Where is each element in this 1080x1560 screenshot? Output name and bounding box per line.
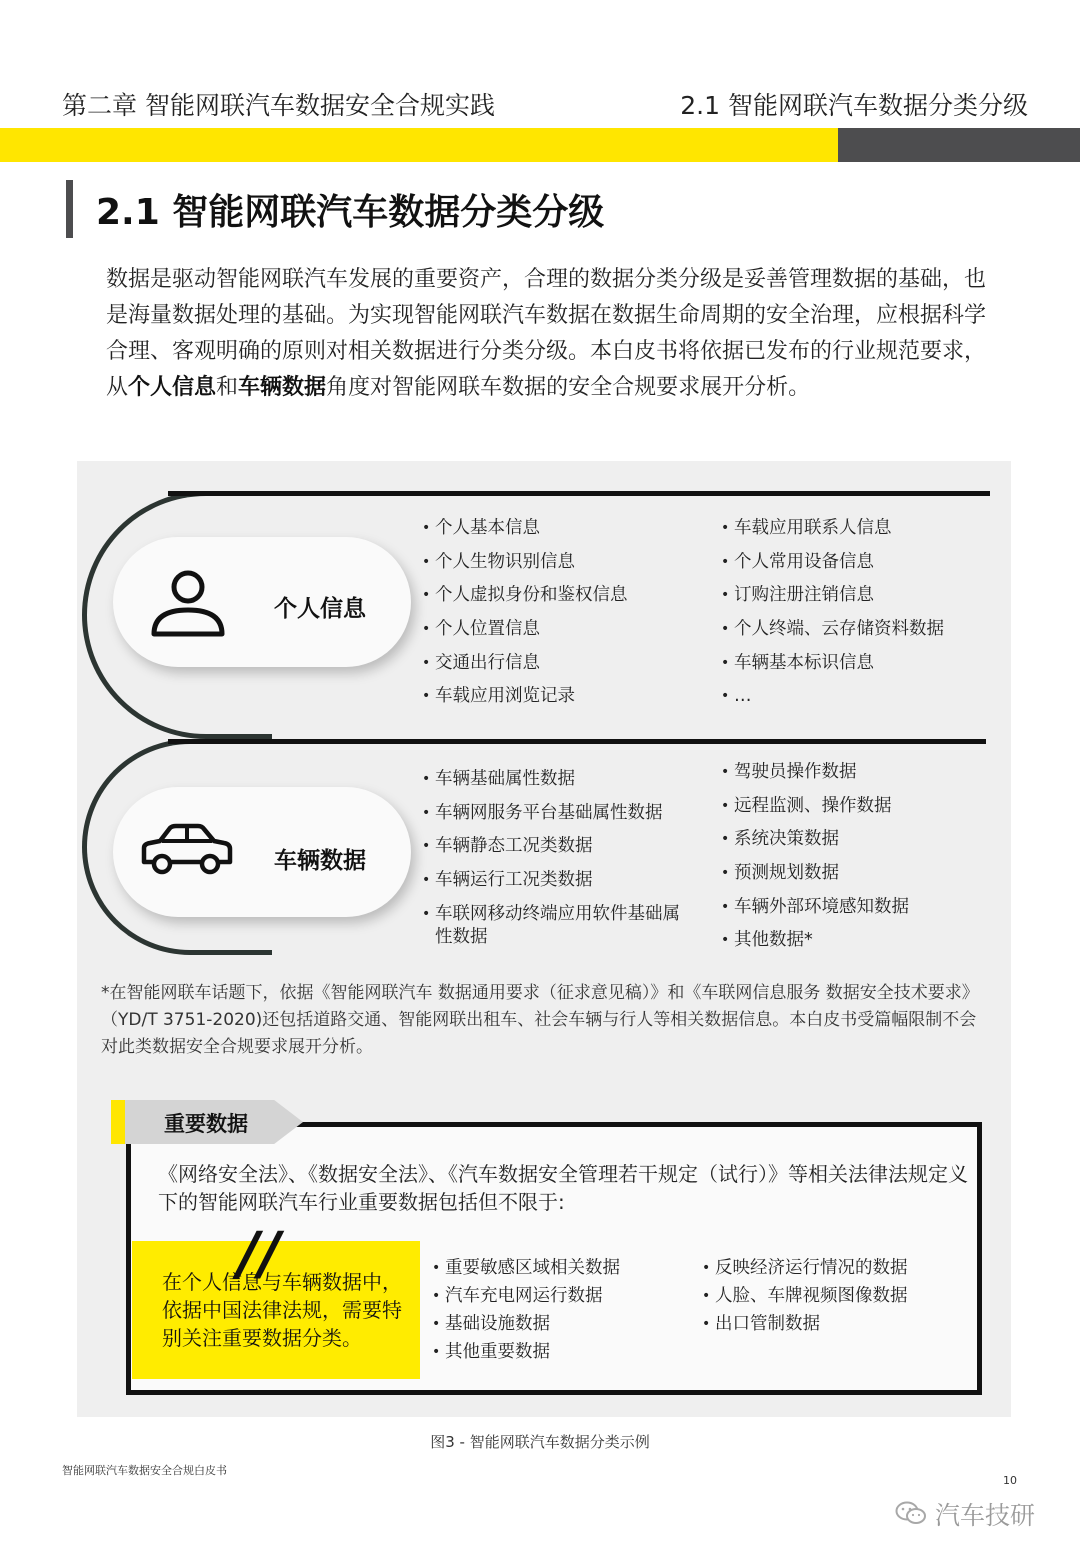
list-item: • 交通出行信息 [422, 647, 702, 681]
list-item: • 个人基本信息 [422, 512, 702, 546]
list-item: • 个人常用设备信息 [721, 546, 991, 580]
personal-list-2 [721, 512, 991, 714]
intro-bold-personal: 个人信息 [128, 375, 217, 400]
vehicle-list-1 [422, 763, 697, 949]
highlight-text: 在个人信息与车辆数据中，依据中国法律法规，需要特别关注重要数据分类。 [162, 1270, 402, 1350]
footer-title: 智能网联汽车数据安全合规白皮书 [62, 1464, 227, 1477]
important-list-1 [432, 1254, 692, 1366]
personal-list-1 [422, 512, 702, 714]
list-item: • 个人终端、云存储资料数据 [721, 613, 991, 647]
header-bar-yellow [0, 128, 838, 162]
person-icon [148, 568, 228, 640]
car-icon [138, 822, 234, 876]
list-item: • 个人生物识别信息 [422, 546, 702, 580]
list-item: • 人脸、车牌视频图像数据 [702, 1282, 962, 1310]
list-item: • 其他重要数据 [432, 1338, 692, 1366]
intro-bold-vehicle: 车辆数据 [238, 375, 327, 400]
list-item: • 车辆静态工况类数据 [422, 830, 697, 864]
list-item: • 预测规划数据 [721, 857, 991, 891]
section-header: 2.1 智能网联汽车数据分类分级 [680, 91, 1028, 120]
important-data-text: 《网络安全法》、《数据安全法》、《汽车数据安全管理若干规定（试行）》等相关法律法规定义下的智能网联汽车行业重要数据包括但不限于: [158, 1162, 968, 1214]
list-item: • 车辆基础属性数据 [422, 763, 697, 797]
list-item: • … [721, 680, 991, 714]
important-list-2 [702, 1254, 962, 1338]
list-item: • 出口管制数据 [702, 1310, 962, 1338]
important-data-tab-label: 重要数据 [164, 1112, 248, 1136]
section-marker [66, 180, 73, 238]
list-item: • 系统决策数据 [721, 823, 991, 857]
vehicle-label: 车辆数据 [274, 848, 366, 874]
page-number: 10 [1003, 1474, 1017, 1487]
watermark-text: 汽车技研 [935, 1501, 1036, 1530]
wechat-icon [895, 1500, 927, 1526]
list-item: • 远程监测、操作数据 [721, 790, 991, 824]
list-item: • 车辆外部环境感知数据 [721, 891, 991, 925]
list-item: • 重要敏感区域相关数据 [432, 1254, 692, 1282]
intro-text-and: 和 [216, 375, 239, 400]
list-item: • 车辆网服务平台基础属性数据 [422, 797, 697, 831]
intro-paragraph [106, 262, 986, 406]
list-item: • 驾驶员操作数据 [721, 756, 991, 790]
personal-label: 个人信息 [274, 596, 366, 622]
list-item: • 汽车充电网运行数据 [432, 1282, 692, 1310]
list-item: • 车载应用联系人信息 [721, 512, 991, 546]
vehicle-list-2 [721, 756, 991, 958]
list-item: • 反映经济运行情况的数据 [702, 1254, 962, 1282]
intro-text-2: 角度对智能网联车数据的安全合规要求展开分析。 [326, 375, 811, 400]
list-item: • 其他数据* [721, 924, 991, 958]
quote-mark: // [238, 1219, 281, 1287]
list-item: • 车联网移动终端应用软件基础属性数据 [422, 898, 697, 949]
header-bar-gray [838, 128, 1080, 162]
section-title: 2.1 智能网联汽车数据分类分级 [96, 192, 605, 233]
intro-text-1: 数据是驱动智能网联汽车发展的重要资产，合理的数据分类分级是妥善管理数据的基础，也是海量数据处理的基础。为实现智能网联汽车数据在数据生命周期的安全治理，应根据科学合理、客观明确的原则对相关数据进行分类分级。本白皮书将依据已发布的行业规范要求，从 [106, 267, 987, 400]
list-item: • 基础设施数据 [432, 1310, 692, 1338]
important-data-tab-accent [111, 1100, 125, 1144]
vehicle-top-line [168, 739, 986, 744]
footnote: *在智能网联车话题下，依据《智能网联汽车 数据通用要求（征求意见稿）》和《车联网信息服务 数据安全技术要求》（YD/T 3751-2020)还包括道路交通、智能网联出租车、社会车辆与行人等相关数据信息。本白皮书受篇幅限制不会对此类数据安全合规要求展开分析。 [101, 983, 979, 1057]
list-item: • 个人位置信息 [422, 613, 702, 647]
list-item: • 车载应用浏览记录 [422, 680, 702, 714]
list-item: • 个人虚拟身份和鉴权信息 [422, 579, 702, 613]
list-item: • 车辆运行工况类数据 [422, 864, 697, 898]
list-item: • 车辆基本标识信息 [721, 647, 991, 681]
personal-top-line [168, 491, 990, 496]
list-item: • 订购注册注销信息 [721, 579, 991, 613]
figure-caption: 图3 - 智能网联汽车数据分类示例 [430, 1433, 650, 1451]
chapter-header: 第二章 智能网联汽车数据安全合规实践 [62, 91, 495, 120]
